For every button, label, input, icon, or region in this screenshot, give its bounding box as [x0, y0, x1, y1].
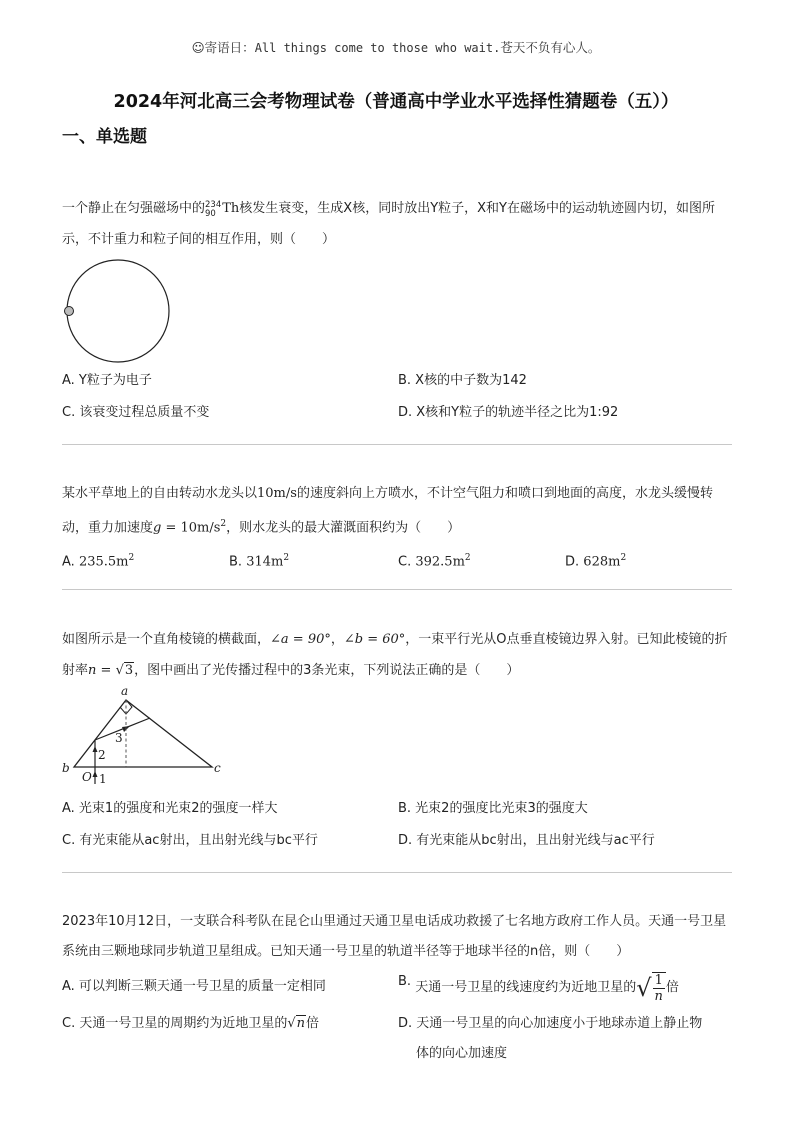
- q4-c-tail: 倍: [306, 1016, 320, 1031]
- q3-option-a[interactable]: A. 光束1的强度和光束2的强度一样大: [62, 801, 278, 816]
- q4-c-text: C. 天通一号卫星的周期约为近地卫星的: [62, 1016, 288, 1031]
- q1-option-c[interactable]: C. 该衰变过程总质量不变: [62, 405, 210, 420]
- q2-a-value: 235.5m: [78, 554, 129, 570]
- q2-text-a: 某水平草地上的自由转动水龙头以: [62, 486, 258, 501]
- q1-option-b[interactable]: B. X核的中子数为142: [398, 373, 527, 388]
- q4-b-text: 天通一号卫星的线速度约为近地卫星的: [415, 980, 637, 995]
- q3-radicand: 3: [124, 663, 134, 678]
- motto-prefix: ☺寄语日：: [191, 40, 255, 55]
- q1-orbit-figure: [60, 259, 172, 367]
- q3-option-c[interactable]: C. 有光束能从ac射出，且出射光线与bc平行: [62, 833, 318, 848]
- motto: [0, 38, 792, 56]
- label-ray-1: 1: [99, 772, 107, 786]
- q2-c-value: 392.5m: [415, 554, 465, 570]
- q3-option-d[interactable]: D. 有光束能从bc射出，且出射光线与ac平行: [398, 833, 655, 848]
- label-o: O: [82, 770, 92, 784]
- q3-angle-a: ∠a = 90°: [270, 632, 331, 647]
- q4-b-label: B.: [398, 974, 412, 989]
- question-1-stem: [62, 193, 734, 255]
- section-title: 一、单选题: [62, 127, 147, 147]
- question-3-stem: [62, 624, 734, 686]
- q2-c-label: C.: [398, 554, 412, 570]
- q1-option-a[interactable]: A. Y粒子为电子: [62, 373, 152, 388]
- q3-angle-b: ∠b = 60°: [343, 632, 406, 647]
- q4-d-line-1: D. 天通一号卫星的向心加速度小于地球赤道上静止物: [398, 1016, 703, 1031]
- q4-option-c[interactable]: [62, 1014, 319, 1034]
- q3-option-b[interactable]: B. 光束2的强度比光束3的强度大: [398, 801, 588, 816]
- question-4-stem: 2023年10月12日，一支联合科考队在昆仑山里通过天通卫星电话成功救援了七名地方政府工作人员。天通一号卫星系统由三颗地球同步轨道卫星组成。已知天通一号卫星的轨道半径等于地球半径的n倍，则（ ）: [62, 914, 727, 959]
- q1-option-d[interactable]: D. X核和Y粒子的轨迹半径之比为1:92: [398, 405, 619, 420]
- divider-2: [62, 589, 732, 590]
- q3-text-b: ，一束平行光从O点垂直棱镜边界入射。已知此棱镜的折射率: [62, 632, 728, 678]
- thorium-isotope: [205, 201, 221, 219]
- q4-b-denominator: n: [654, 989, 663, 1004]
- q3-text-c: ，图中画出了光传播过程中的3条光束，下列说法正确的是（ ）: [134, 663, 520, 678]
- q4-b-numerator: 1: [653, 973, 665, 989]
- q2-g-symbol: g: [153, 520, 162, 536]
- q4-option-b[interactable]: [398, 972, 679, 1004]
- q2-b-exp: 2: [283, 553, 290, 563]
- q4-b-tail: 倍: [665, 980, 679, 995]
- q1-text-a: 一个静止在匀强磁场中的: [62, 201, 206, 216]
- q3-sqrt: √3: [115, 663, 134, 678]
- q3-prism-figure: [58, 684, 228, 788]
- iso-element: Th: [222, 201, 240, 216]
- q2-option-c[interactable]: [398, 548, 471, 572]
- ray-2-arrow: [93, 746, 98, 752]
- q4-b-fraction: [652, 972, 666, 1004]
- q1-text-b: 核发生衰变，生成X核，同时放出Y粒子，X和Y在磁场中的运动轨迹圆内切，如图所示，不计重力和粒子间的相互作用，则（ ）: [62, 201, 715, 247]
- q2-d-label: D.: [565, 554, 580, 570]
- divider-1: [62, 444, 732, 445]
- q3-n-symbol: n: [88, 663, 97, 678]
- iso-mass: 234: [205, 200, 222, 210]
- q2-d-value: 628m: [583, 554, 621, 570]
- q2-a-label: A.: [62, 554, 75, 570]
- q3-separator: ，: [330, 632, 344, 647]
- question-2-stem: [62, 478, 734, 543]
- label-a: a: [121, 684, 129, 698]
- divider-3: [62, 872, 732, 873]
- q3-n-equals: =: [96, 663, 116, 678]
- q2-b-value: 314m: [246, 554, 284, 570]
- q4-c-sqrt: √n: [287, 1016, 306, 1031]
- label-ray-2: 2: [98, 748, 106, 762]
- q2-option-b[interactable]: [229, 548, 289, 572]
- q2-option-a[interactable]: [62, 548, 134, 572]
- label-c: c: [214, 761, 221, 775]
- motto-english: All things come to those who wait.: [254, 41, 501, 55]
- iso-atomic-number: 90: [205, 209, 216, 219]
- label-b: b: [62, 761, 70, 775]
- q2-c-exp: 2: [464, 553, 471, 563]
- q2-text-b: 的速度斜向上方喷水，不计空气阻力和喷口到地面的高度，水龙头缓慢转动，重力加速度: [62, 486, 713, 536]
- q2-b-label: B.: [229, 554, 243, 570]
- label-ray-3: 3: [115, 731, 123, 745]
- page-title: 2024年河北高三会考物理试卷（普通高中学业水平选择性猜题卷（五））: [113, 92, 679, 112]
- big-orbit-circle: [67, 260, 169, 362]
- ray-1-arrow: [93, 771, 98, 777]
- q2-text-c: ，则水龙头的最大灌溉面积约为（ ）: [226, 520, 461, 536]
- q2-a-exp: 2: [128, 553, 135, 563]
- small-orbit-circle: [65, 307, 74, 316]
- q2-g-value: = 10m/s: [161, 520, 221, 536]
- q4-b-sqrt: √: [636, 974, 652, 1002]
- q4-c-radicand: n: [296, 1016, 306, 1031]
- q2-speed: 10m/s: [257, 486, 297, 501]
- q4-option-a[interactable]: A. 可以判断三颗天通一号卫星的质量一定相同: [62, 979, 326, 994]
- q2-g-exponent: 2: [220, 519, 227, 529]
- motto-chinese: 苍天不负有心人。: [500, 40, 601, 55]
- q2-d-exp: 2: [620, 553, 627, 563]
- q2-option-d[interactable]: [565, 548, 626, 572]
- q4-d-line-2: 体的向心加速度: [416, 1046, 508, 1061]
- q3-text-a: 如图所示是一个直角棱镜的横截面，: [62, 632, 271, 647]
- q4-option-d[interactable]: [398, 1014, 702, 1064]
